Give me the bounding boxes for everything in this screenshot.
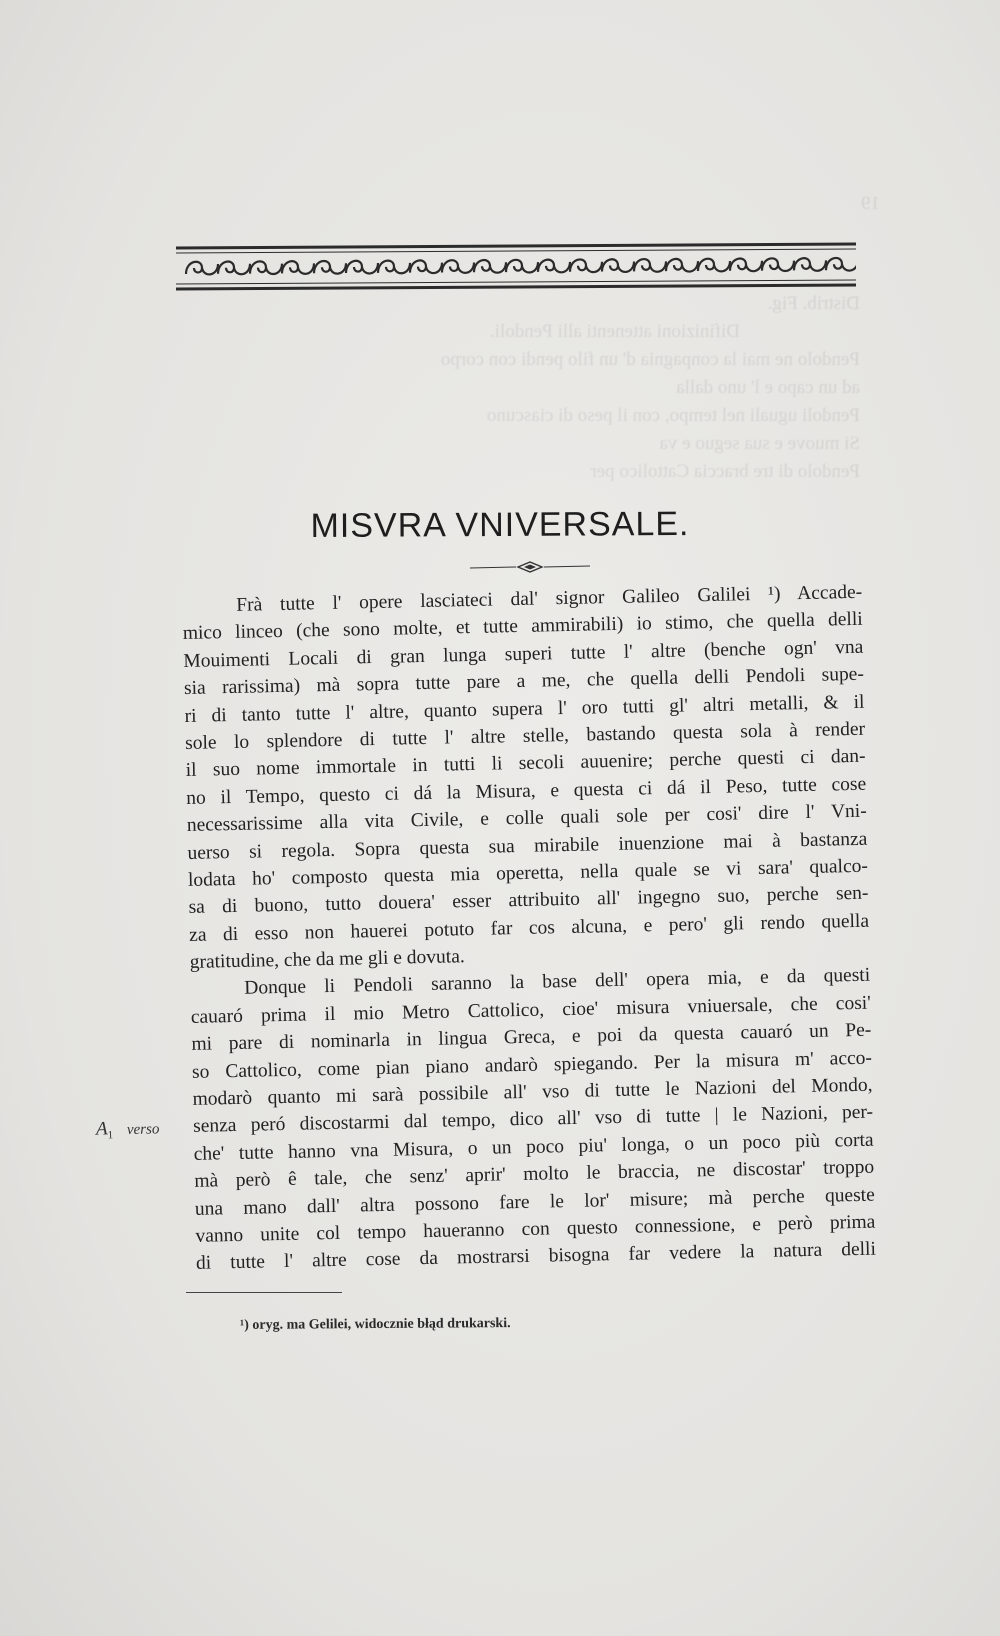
body-line: za di esso non hauerei potuto far cos alcuna, e pero' gli rendo quella [188, 910, 870, 946]
scroll-motif [218, 262, 250, 275]
body-line: uerso si regola. Sopra questa sua mirabile inuenzione mai à bastanza [187, 828, 868, 864]
bleed-line: Si muove e sua seguo e va [659, 433, 860, 454]
scroll-motif [250, 261, 282, 274]
scroll-motif [538, 260, 570, 273]
decorative-ornament-band [176, 242, 856, 294]
scroll-motif [282, 261, 314, 274]
footnote-text: oryg. ma Gelilei, widocznie błąd drukarski. [252, 1316, 511, 1333]
margin-sigla-sub: 1 [107, 1129, 114, 1142]
scroll-motif [314, 261, 346, 274]
body-line: mico linceo (che sono molte, et tutte ammirabili) io stimo, che quella delli [182, 609, 863, 645]
body-line: gratitudine, che da me gli e dovuta. [189, 946, 465, 973]
margin-sigla: A [95, 1118, 108, 1140]
body-line: senza peró discostarmi dal tempo, dico all' vso di tutte | le Nazioni, per- [192, 1102, 874, 1138]
scroll-motif [602, 259, 634, 272]
ornament-scroll-icon [176, 242, 856, 294]
scroll-motif [634, 259, 666, 272]
footnote-marker: ¹) [239, 1317, 249, 1333]
body-line: sa di buono, tutto douera' esser attribuito all' ingegno suo, perche sen- [188, 882, 869, 919]
scroll-motif [378, 261, 410, 274]
body-text [182, 579, 876, 1278]
scroll-motif [762, 258, 794, 271]
body-line: no il Tempo, questo ci dá la Misura, e questa ci dá il Peso, tutte cose [186, 773, 867, 809]
body-line: sia rarissima) mà sopra tutte pare a me, che quella delli Pendoli supe- [183, 663, 865, 700]
bleed-page-number: 19 [861, 193, 880, 214]
bleed-line: Pendolo di tre braccia Cattolico per [590, 461, 860, 482]
body-line: Mouimenti Locali di gran lunga superi tutte l' altre (benche ogn' vna [183, 636, 864, 672]
bleed-through-text [200, 193, 880, 486]
body-line: mi pare di nominarla in lingua Greca, e poi da questa cauaró un Pe- [191, 1019, 872, 1056]
body-line: una mano dall' altra possono fare le lor' misure; mà perche queste [194, 1184, 875, 1220]
scroll-motif [794, 258, 826, 271]
body-line: necessarissime alla vita Civile, e colle quali sole per cosi' dire l' Vni- [186, 800, 867, 837]
footnote [240, 1316, 511, 1334]
scroll-motif [666, 259, 698, 272]
margin-word: verso [126, 1121, 160, 1139]
scroll-motif [442, 260, 474, 273]
bleed-line: Difinizioni attenenti alli Pendoli. [489, 321, 740, 342]
body-line: di tutte l' altre cose da mostrarsi bisogna far vedere la natura delli [195, 1238, 877, 1275]
scroll-motif [186, 262, 218, 275]
margin-note [96, 1117, 160, 1141]
scroll-motif [730, 259, 762, 272]
scroll-motif [826, 258, 856, 271]
scroll-motif [346, 261, 378, 274]
bleed-line: Distrib. Fig. [767, 293, 860, 314]
body-line: modarò quanto mi sarà possibile all' vso di tutte le Nazioni del Mondo, [192, 1074, 873, 1110]
body-line: il suo nome immortale in tutti li secoli auuenire; perche questi ci dan- [185, 746, 866, 782]
scroll-motif [474, 260, 506, 273]
scroll-motif [570, 259, 602, 272]
body-line: Donque li Pendoli saranno la base dell' opera mia, e da questi [244, 965, 871, 1000]
scroll-motif [410, 260, 442, 273]
body-line: cauaró prima il mio Metro Cattolico, cioe' misura vniuersale, che cosi' [190, 992, 871, 1028]
scroll-motif [506, 260, 538, 273]
body-line: che' tutte hanno vna Misura, o un poco piu' longa, o un poco più corta [193, 1129, 874, 1165]
body-line: vanno unite col tempo haueranno con questo connessione, e però prima [195, 1211, 876, 1247]
bleed-line: Pendolo ne mai la conpagnia d' un filo pendi con corpo [440, 349, 860, 370]
bleed-line: Pendoli uguali nel tempo, con il peso di ciascuno [486, 405, 860, 426]
body-line: so Cattolico, come pian piano andarò spiegando. Per la misura m' acco- [191, 1047, 873, 1083]
body-line: lodata ho' composto questa mia operetta, nella quale se vi sara' qualco- [187, 855, 869, 891]
body-line: ri di tanto tutte l' altre, quanto supera l' oro tutti gl' altri metalli, & il [184, 691, 865, 727]
body-line: Frà tutte l' opere lasciateci dal' signor Galileo Galilei ¹) Accade- [236, 581, 863, 616]
bleed-line: ad un capo e l' uno dalla [676, 377, 860, 398]
page-title: MISVRA VNIVERSALE. [310, 505, 690, 545]
body-line: sole lo splendore di tutte l' altre stelle, bastando questa sola à render [184, 718, 866, 754]
title-divider-ornament [470, 560, 590, 576]
footnote-divider [186, 1292, 342, 1293]
scroll-motif [698, 259, 730, 272]
body-line: mà però ê tale, che senz' aprir' molto le braccia, ne discostar' troppo [194, 1156, 875, 1193]
